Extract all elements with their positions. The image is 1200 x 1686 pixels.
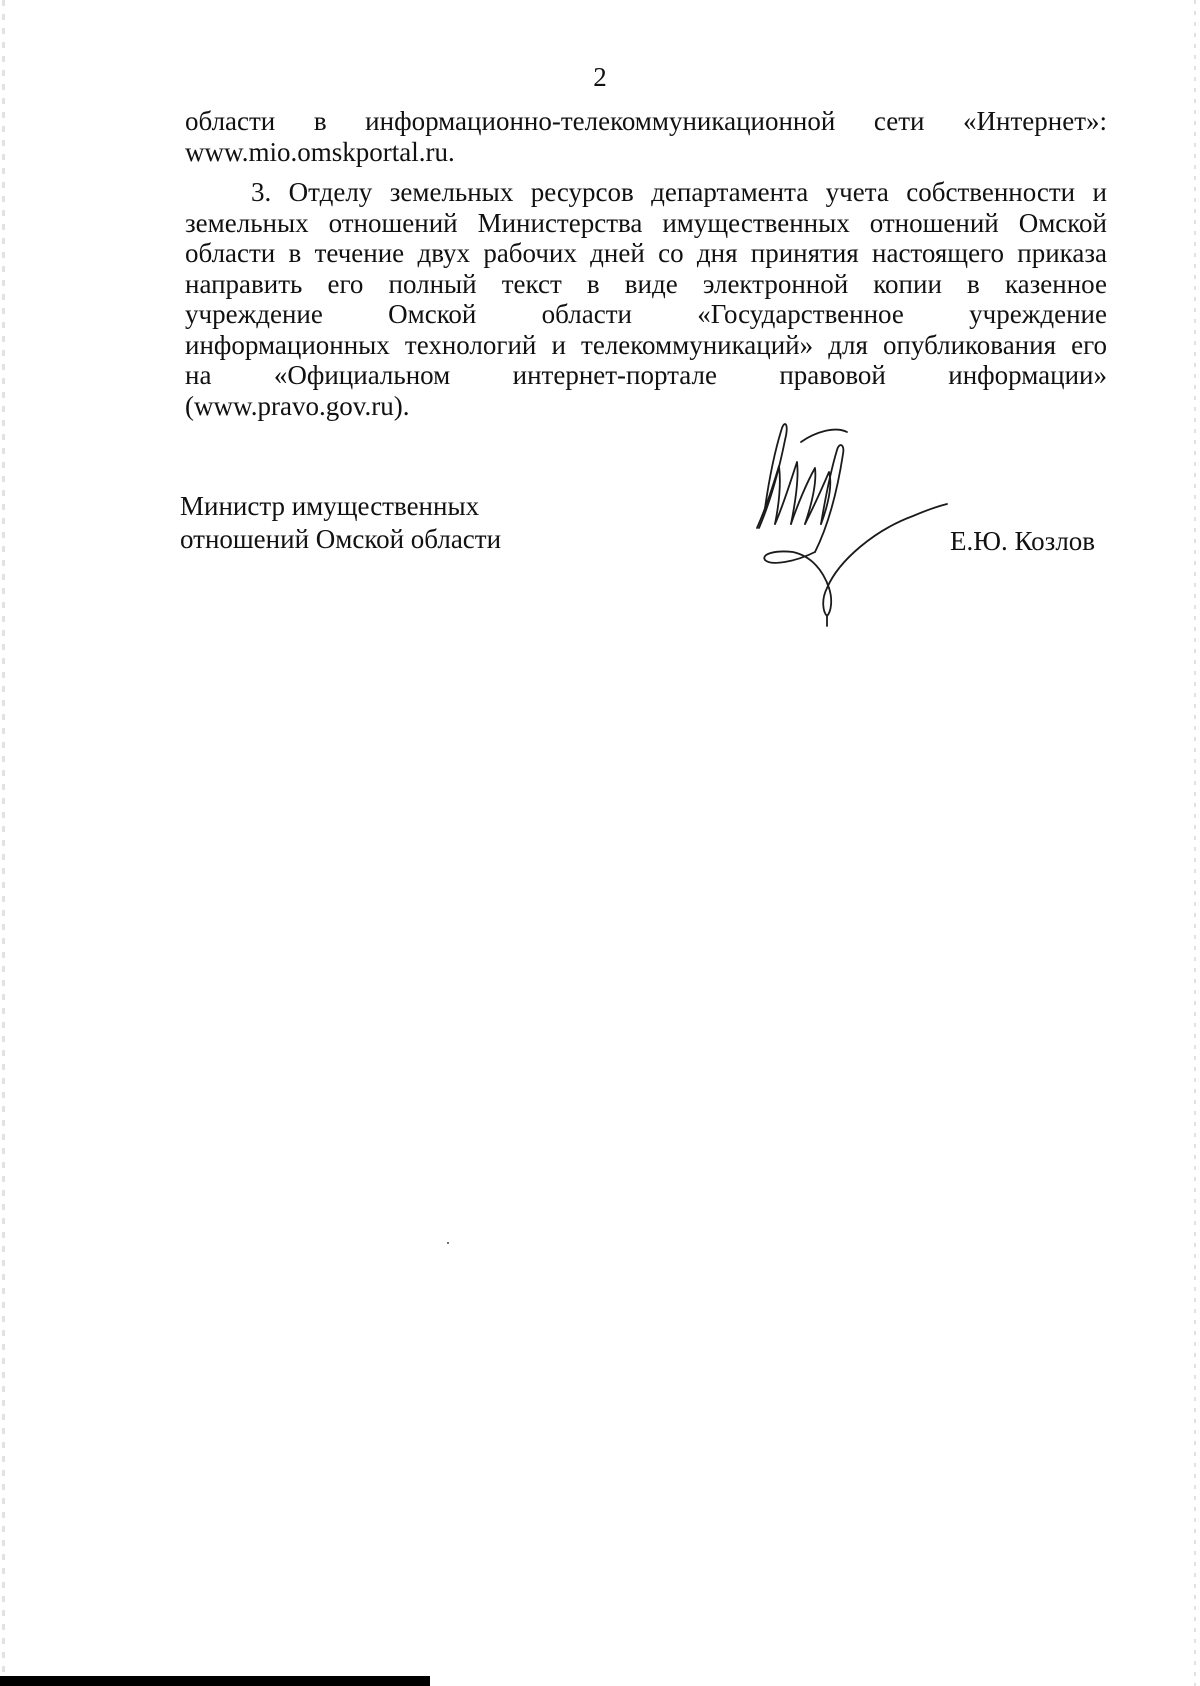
document-body [185,106,1107,421]
scan-edge-right [1194,0,1196,1686]
body-line: информационных технологий и телекоммуникаций» для опубликования его [185,329,1107,360]
body-line: на «Официальном интернет-портале правовой информации» [185,360,1107,390]
body-line: земельных отношений Министерства имущественных отношений Омской [185,207,1107,238]
signatory-position-line: отношений Омской области [180,524,502,554]
body-line: учреждение Омской области «Государственное учреждение [185,299,1107,329]
signatory-position [180,490,501,556]
body-line: направить его полный текст в виде электронной копии в казенное [185,268,1107,299]
body-line: области в информационно-телекоммуникационной сети «Интернет»: [185,106,1107,136]
page-number: 2 [593,62,607,92]
scan-speck [447,1242,449,1244]
handwritten-signature [735,420,965,660]
body-line: (www.pravo.gov.ru). [185,390,410,421]
body-line: www.mio.omskportal.ru. [185,136,455,167]
body-line: 3. Отделу земельных ресурсов департамента учета собственности и [251,177,1107,207]
signatory-position-line: Министр имущественных [180,491,480,521]
scan-bottom-edge [0,1676,430,1686]
signer-name: Е.Ю. Козлов [950,526,1096,556]
body-line: области в течение двух рабочих дней со дня принятия настоящего приказа [185,238,1107,268]
scan-edge-left [2,0,5,1686]
